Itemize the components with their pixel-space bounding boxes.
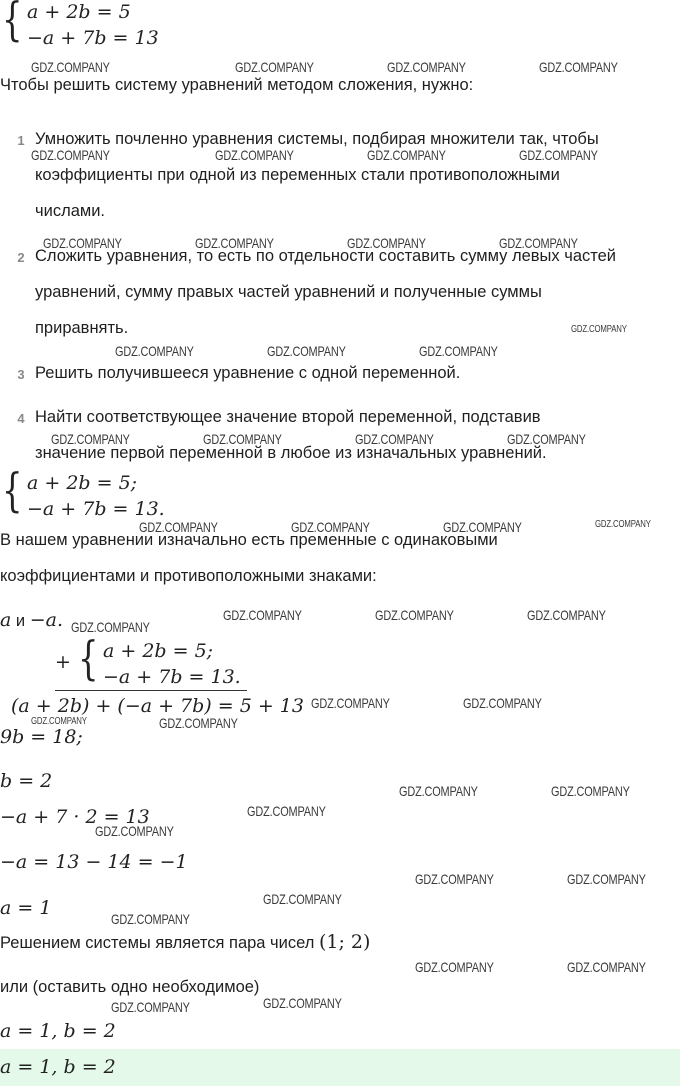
watermark: GDZ.COMPANY (51, 431, 130, 447)
step-line: Сложить уравнения, то есть по отдельности составить сумму левых частей (35, 247, 617, 265)
watermark: GDZ.COMPANY (71, 619, 150, 635)
watermark: GDZ.COMPANY (263, 995, 342, 1011)
step-line: Решить получившееся уравнение с одной переменной. (35, 364, 461, 382)
intro-text: Чтобы решить систему уравнений методом сложения, нужно: (0, 76, 474, 94)
watermark: GDZ.COMPANY (31, 716, 87, 727)
system-equation-2: −a + 7b = 13. (27, 498, 165, 520)
watermark: GDZ.COMPANY (263, 891, 342, 907)
watermark: GDZ.COMPANY (267, 343, 346, 359)
step-line: числами. (35, 202, 106, 220)
watermark: GDZ.COMPANY (111, 911, 190, 927)
alt-label: или (оставить одно необходимое) (0, 978, 260, 996)
watermark: GDZ.COMPANY (367, 147, 446, 163)
conjunction: и (11, 612, 30, 630)
step-number: 4 (17, 411, 25, 426)
watermark: GDZ.COMPANY (31, 59, 110, 75)
step-line: коэффициенты при одной из переменных стали противоположными (35, 166, 560, 184)
system-equation-1: a + 2b = 5; (27, 472, 138, 494)
watermark: GDZ.COMPANY (203, 431, 282, 447)
answer-line: a = 1, b = 2 (0, 1020, 116, 1042)
conclusion-text: Решением системы является пара чисел (0, 934, 319, 952)
watermark: GDZ.COMPANY (347, 235, 426, 251)
watermark: GDZ.COMPANY (443, 519, 522, 535)
watermark: GDZ.COMPANY (399, 783, 478, 799)
watermark: GDZ.COMPANY (247, 803, 326, 819)
plus-sign: + (55, 651, 71, 673)
watermark: GDZ.COMPANY (567, 871, 646, 887)
sum-result: (a + 2b) + (−a + 7b) = 5 + 13 (11, 695, 304, 717)
watermark: GDZ.COMPANY (215, 147, 294, 163)
step-line: приравнять. (35, 319, 129, 337)
conclusion-pair: (1; 2) (318, 931, 371, 953)
step-line: Умножить почленно уравнения системы, подбирая множители так, чтобы (35, 130, 599, 148)
watermark: GDZ.COMPANY (375, 607, 454, 623)
step-line: значение первой переменной в любое из изначальных уравнений. (35, 444, 547, 462)
variable-pair (0, 609, 63, 631)
watermark: GDZ.COMPANY (355, 431, 434, 447)
watermark: GDZ.COMPANY (595, 519, 651, 530)
watermark: GDZ.COMPANY (111, 999, 190, 1015)
watermark: GDZ.COMPANY (195, 235, 274, 251)
watermark: GDZ.COMPANY (311, 695, 390, 711)
sum-rule (55, 690, 247, 691)
system-equation-2: −a + 7b = 13 (27, 27, 159, 49)
watermark: GDZ.COMPANY (95, 823, 174, 839)
watermark: GDZ.COMPANY (571, 324, 627, 335)
watermark: GDZ.COMPANY (43, 235, 122, 251)
watermark: GDZ.COMPANY (223, 607, 302, 623)
watermark: GDZ.COMPANY (415, 871, 494, 887)
watermark: GDZ.COMPANY (551, 783, 630, 799)
step-line: уравнений, сумму правых частей уравнений и полученные суммы (35, 283, 542, 301)
watermark: GDZ.COMPANY (539, 59, 618, 75)
watermark: GDZ.COMPANY (463, 695, 542, 711)
step-number: 2 (17, 250, 25, 265)
watermark: GDZ.COMPANY (31, 147, 110, 163)
final-answer: a = 1, b = 2 (0, 1056, 116, 1078)
step-line: Найти соответствующее значение второй переменной, подставив (35, 408, 541, 426)
step-number: 3 (17, 367, 25, 382)
solution-line: −a = 13 − 14 = −1 (0, 851, 188, 873)
watermark: GDZ.COMPANY (159, 715, 238, 731)
observation-text: В нашем уравнении изначально есть пременные с одинаковыми (0, 531, 498, 549)
system-equation-1: a + 2b = 5 (27, 1, 131, 23)
sum-equation-1: a + 2b = 5; (103, 640, 214, 662)
watermark: GDZ.COMPANY (519, 147, 598, 163)
system-brace: { (78, 631, 99, 685)
watermark: GDZ.COMPANY (499, 235, 578, 251)
system-brace: { (2, 0, 23, 46)
watermark: GDZ.COMPANY (567, 959, 646, 975)
step-number: 1 (17, 133, 25, 148)
watermark: GDZ.COMPANY (235, 59, 314, 75)
variable-a: a (0, 609, 12, 631)
solution-line: b = 2 (0, 770, 53, 792)
system-brace: { (2, 463, 23, 517)
solution-line: a = 1 (0, 897, 52, 919)
solution-line: −a + 7 · 2 = 13 (0, 806, 150, 828)
solution-line: 9b = 18; (0, 726, 83, 748)
sum-equation-2: −a + 7b = 13. (103, 666, 241, 688)
watermark: GDZ.COMPANY (507, 431, 586, 447)
watermark: GDZ.COMPANY (415, 959, 494, 975)
watermark: GDZ.COMPANY (527, 607, 606, 623)
watermark: GDZ.COMPANY (419, 343, 498, 359)
conclusion (0, 931, 370, 953)
observation-text: коэффициентами и противоположными знаками: (0, 567, 377, 585)
watermark: GDZ.COMPANY (115, 343, 194, 359)
watermark: GDZ.COMPANY (139, 519, 218, 535)
variable-minus-a: −a. (29, 609, 64, 631)
watermark: GDZ.COMPANY (387, 59, 466, 75)
watermark: GDZ.COMPANY (291, 519, 370, 535)
